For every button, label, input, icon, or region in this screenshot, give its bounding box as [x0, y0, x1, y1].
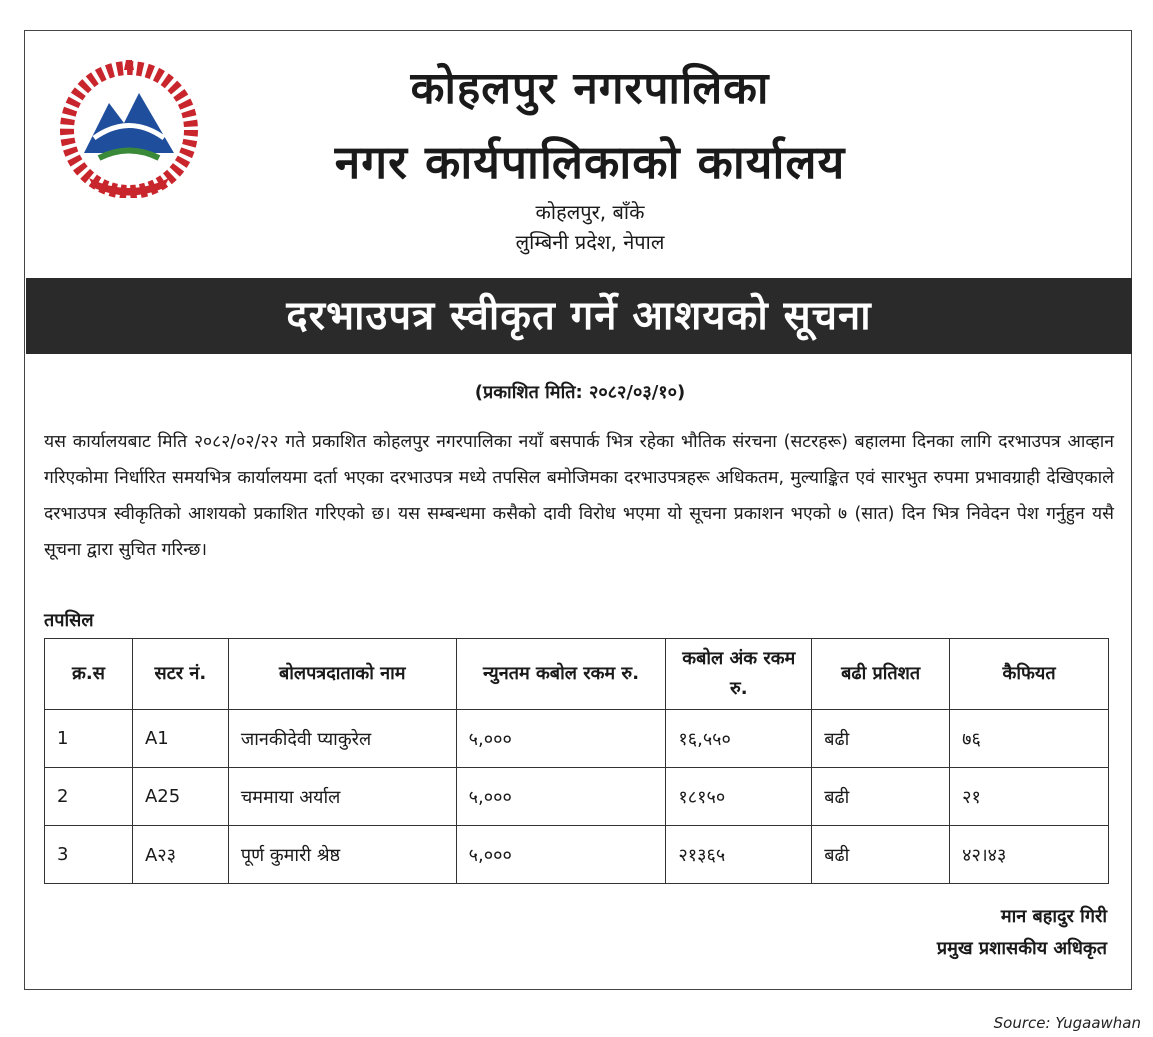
cell-excess-percent: बढी	[812, 826, 950, 884]
municipality-title: कोहलपुर नगरपालिका	[410, 63, 770, 114]
cell-bidder-name: पूर्ण कुमारी श्रेष्ठ	[228, 826, 456, 884]
signatory-title: प्रमुख प्रशासकीय अधिकृत	[936, 938, 1107, 959]
col-header-shutter-no: सटर नं.	[132, 639, 228, 710]
notice-banner-title: दरभाउपत्र स्वीकृत गर्ने आशयको सूचना	[26, 278, 1132, 354]
table-row	[45, 826, 1109, 884]
nepal-emblem-icon	[54, 58, 204, 198]
cell-excess-percent: बढी	[812, 768, 950, 826]
cell-shutter-no: A२३	[132, 826, 228, 884]
col-header-sn: क्र.स	[45, 639, 133, 710]
cell-bidder-name: जानकीदेवी प्याकुरेल	[228, 710, 456, 768]
cell-bid-amount: २१३६५	[666, 826, 812, 884]
cell-bidder-name: चममाया अर्याल	[228, 768, 456, 826]
cell-sn: 2	[45, 768, 133, 826]
cell-remarks: ७६	[950, 710, 1109, 768]
table-row	[45, 768, 1109, 826]
details-label: तपसिल	[44, 610, 94, 631]
source-credit: Source: Yugaawhan	[993, 1014, 1141, 1032]
cell-shutter-no: A25	[132, 768, 228, 826]
cell-shutter-no: A1	[132, 710, 228, 768]
col-header-bid-amount: कबोल अंक रकम रु.	[666, 639, 812, 710]
col-header-min-bid: न्युनतम कबोल रकम रु.	[456, 639, 666, 710]
col-header-remarks: कैफियत	[950, 639, 1109, 710]
cell-bid-amount: १६,५५०	[666, 710, 812, 768]
office-title: नगर कार्यपालिकाको कार्यालय	[334, 135, 846, 189]
cell-min-bid: ५,०००	[456, 768, 666, 826]
cell-remarks: ४२।४३	[950, 826, 1109, 884]
notice-body: यस कार्यालयबाट मिति २०८२/०२/२२ गते प्रकाशित कोहलपुर नगरपालिका नयाँ बसपार्क भित्र रहेका भौतिक संरचना (सटरहरू) बहालमा दिनका लागि दरभाउपत्र आव्हान गरिएकोमा निर्धारित समयभित्र कार्यालयमा दर्ता भएका दरभाउपत्र मध्ये तपसिल बमोजिमका दरभाउपत्रहरू अधिकतम, मुल्याङ्कित एवं सारभुत रुपमा प्रभावग्राही देखिएकाले दरभाउपत्र स्वीकृतिको आशयको प्रकाशित गरिएको छ। यस सम्बन्धमा कसैको दावी विरोध भएमा यो सूचना प्रकाशन भएको ७ (सात) दिन भित्र निवेदन पेश गर्नुहुन यसै सूचना द्वारा सुचित गरिन्छ।	[44, 432, 1114, 560]
cell-excess-percent: बढी	[812, 710, 950, 768]
table-row	[45, 710, 1109, 768]
signatory-name: मान बहादुर गिरी	[1000, 906, 1107, 927]
cell-bid-amount: १८१५०	[666, 768, 812, 826]
col-header-excess-percent: बढी प्रतिशत	[812, 639, 950, 710]
cell-sn: 3	[45, 826, 133, 884]
address-city: कोहलपुर, बाँके	[535, 200, 645, 224]
address-province: लुम्बिनी प्रदेश, नेपाल	[515, 230, 665, 254]
cell-sn: 1	[45, 710, 133, 768]
table-header-row	[45, 639, 1109, 710]
cell-min-bid: ५,०००	[456, 710, 666, 768]
cell-min-bid: ५,०००	[456, 826, 666, 884]
bid-table	[44, 638, 1109, 884]
cell-remarks: २१	[950, 768, 1109, 826]
col-header-bidder-name: बोलपत्रदाताको नाम	[228, 639, 456, 710]
published-date: (प्रकाशित मिति: २०८२/०३/१०)	[474, 382, 686, 403]
